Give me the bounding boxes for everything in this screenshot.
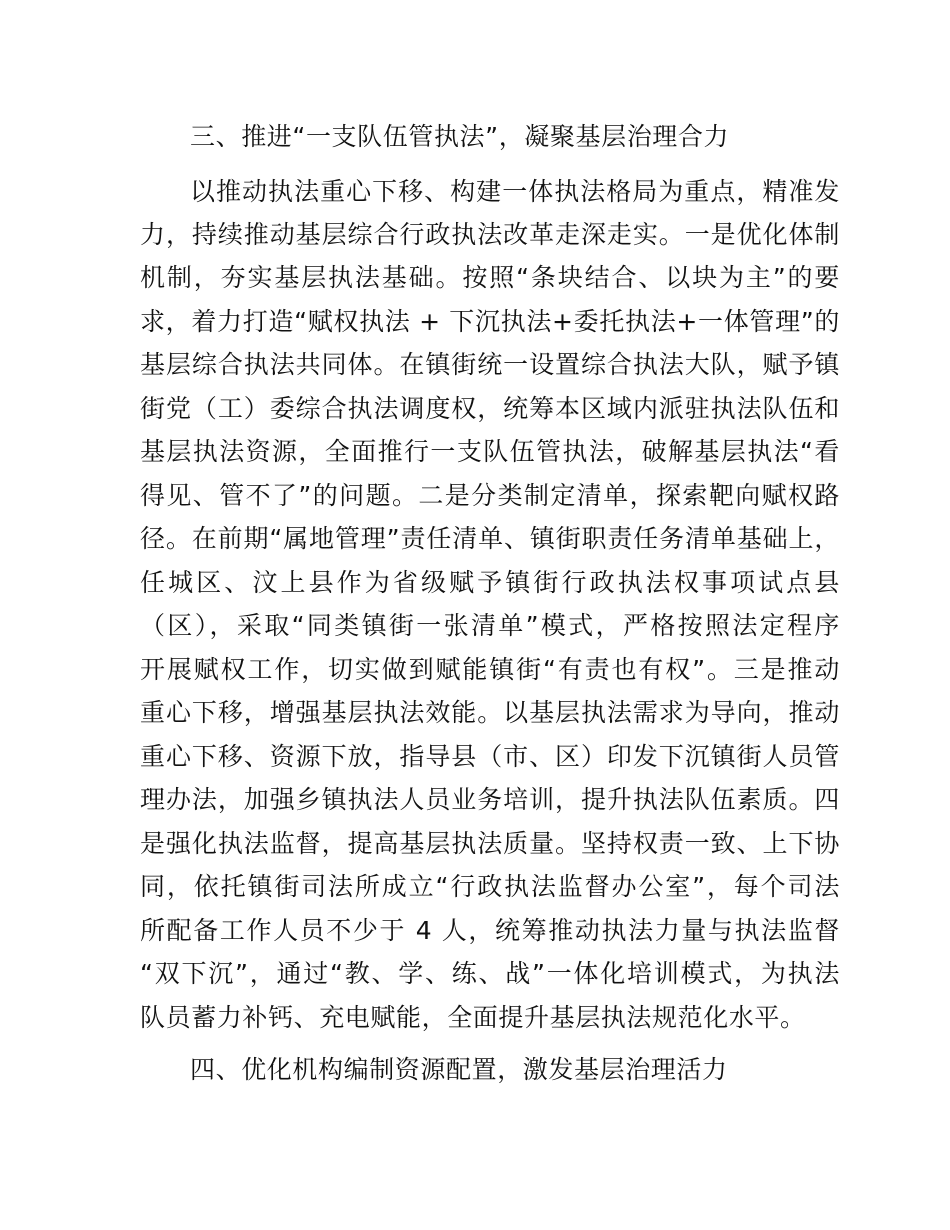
- paragraph-line-17: 同，依托镇街司法所成立“行政执法监督办公室”，每个司法: [140, 872, 840, 901]
- paragraph-line-15: 理办法，加强乡镇执法人员业务培训，提升执法队伍素质。四: [140, 785, 840, 814]
- paragraph-line-9: 径。在前期“属地管理”责任清单、镇街职责任务清单基础上，: [140, 524, 840, 553]
- section-heading-4: 四、优化机构编制资源配置，激发基层治理活力: [190, 1055, 728, 1084]
- paragraph-line-2: 力，持续推动基层综合行政执法改革走深走实。一是优化体制: [140, 220, 840, 249]
- paragraph-line-18: 所配备工作人员不少于 4 人，统筹推动执法力量与执法监督: [140, 916, 840, 945]
- paragraph-line-3: 机制，夯实基层执法基础。按照“条块结合、以块为主”的要: [140, 263, 840, 292]
- paragraph-line-4: 求，着力打造“赋权执法 + 下沉执法+委托执法+一体管理”的: [140, 307, 840, 336]
- paragraph-line-7: 基层执法资源，全面推行一支队伍管执法，破解基层执法“看: [140, 437, 840, 466]
- paragraph-line-1: 以推动执法重心下移、构建一体执法格局为重点，精准发: [190, 177, 840, 206]
- paragraph-line-14: 重心下移、资源下放，指导县（市、区）印发下沉镇街人员管: [140, 742, 840, 771]
- paragraph-line-13: 重心下移，增强基层执法效能。以基层执法需求为导向，推动: [140, 698, 840, 727]
- paragraph-line-16: 是强化执法监督，提高基层执法质量。坚持权责一致、上下协: [140, 829, 840, 858]
- paragraph-line-8: 得见、管不了”的问题。二是分类制定清单，探索靶向赋权路: [140, 481, 840, 510]
- paragraph-line-20: 队员蓄力补钙、充电赋能，全面提升基层执法规范化水平。: [140, 1003, 806, 1032]
- section-heading-3: 三、推进“一支队伍管执法”，凝聚基层治理合力: [190, 122, 730, 151]
- paragraph-line-5: 基层综合执法共同体。在镇街统一设置综合执法大队，赋予镇: [140, 350, 840, 379]
- paragraph-line-11: （区），采取“同类镇街一张清单”模式，严格按照法定程序: [140, 611, 840, 640]
- paragraph-line-19: “双下沉”，通过“教、学、练、战”一体化培训模式，为执法: [140, 959, 840, 988]
- paragraph-line-12: 开展赋权工作，切实做到赋能镇街“有责也有权”。三是推动: [140, 655, 840, 684]
- paragraph-line-10: 任城区、汶上县作为省级赋予镇街行政执法权事项试点县: [140, 568, 840, 597]
- paragraph-line-6: 街党（工）委综合执法调度权，统筹本区域内派驻执法队伍和: [140, 394, 840, 423]
